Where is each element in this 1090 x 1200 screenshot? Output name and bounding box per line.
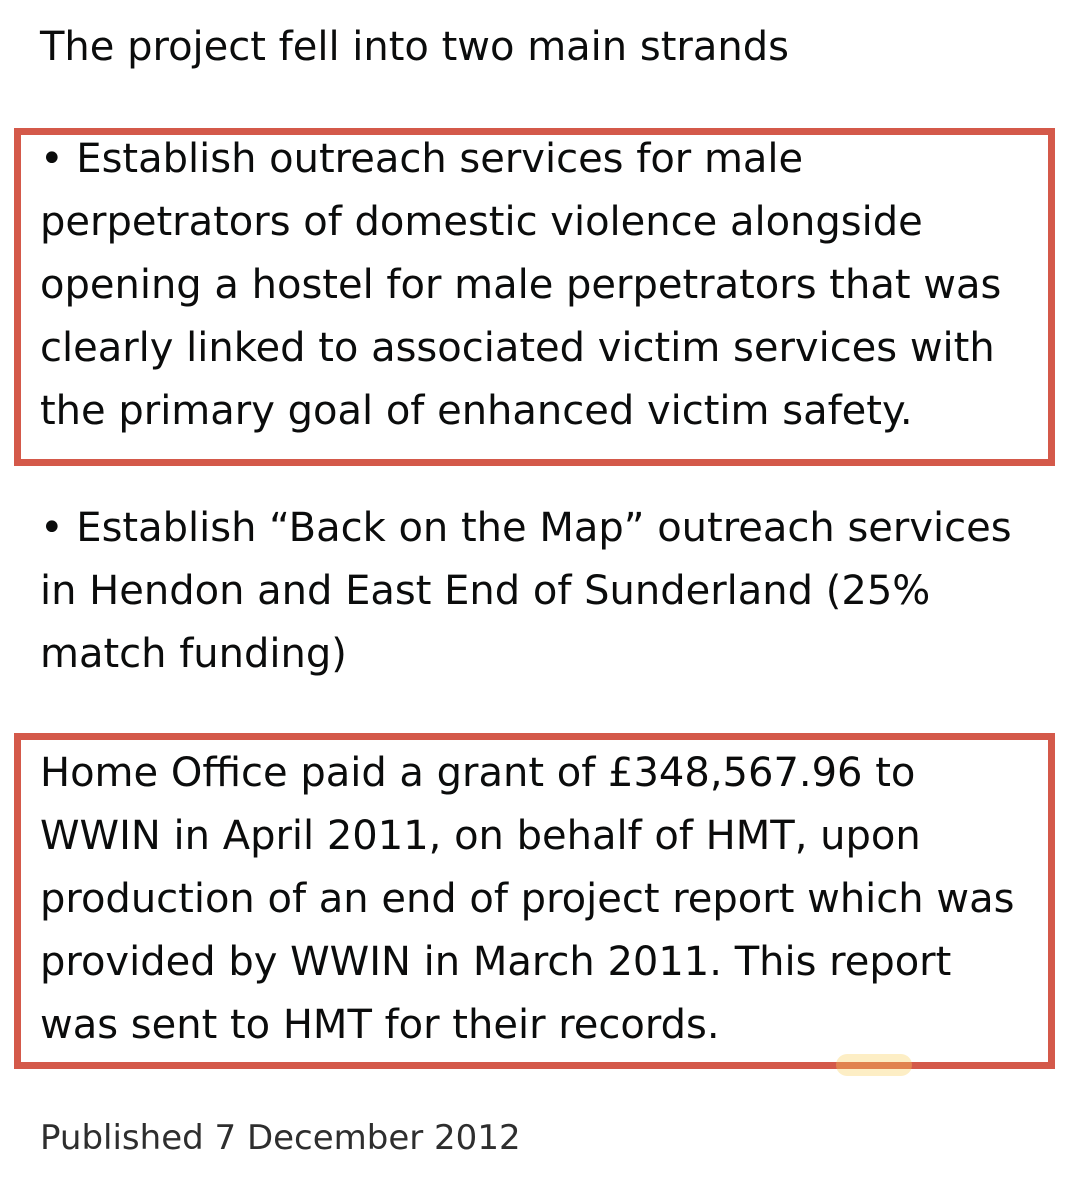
highlighter-mark [836,1054,912,1076]
intro-heading: The project fell into two main strands [40,24,789,70]
strand-2-paragraph [40,497,1012,686]
grant-line: Home Office paid a grant of £348,567.96 to [40,750,916,796]
grant-line: was sent to HMT for their records. [40,1002,720,1048]
strand-1-line: the primary goal of enhanced victim safety. [40,388,913,434]
strand-1-line: • Establish outreach services for male [40,136,804,182]
strand-1-line: perpetrators of domestic violence alongside [40,199,923,245]
strand-1-line: clearly linked to associated victim services with [40,325,995,371]
grant-line: production of an end of project report which was [40,876,1015,922]
published-date: Published 7 December 2012 [40,1118,521,1158]
strand-2-line: in Hendon and East End of Sunderland (25% [40,568,931,614]
grant-line: WWIN in April 2011, on behalf of HMT, upon [40,813,921,859]
grant-paragraph [40,742,1014,1057]
strand-2-line: • Establish “Back on the Map” outreach services [40,505,1012,551]
strand-2-line: match funding) [40,631,347,677]
grant-line: provided by WWIN in March 2011. This report [40,939,952,985]
strand-1-paragraph [40,128,1001,443]
strand-1-line: opening a hostel for male perpetrators that was [40,262,1002,308]
